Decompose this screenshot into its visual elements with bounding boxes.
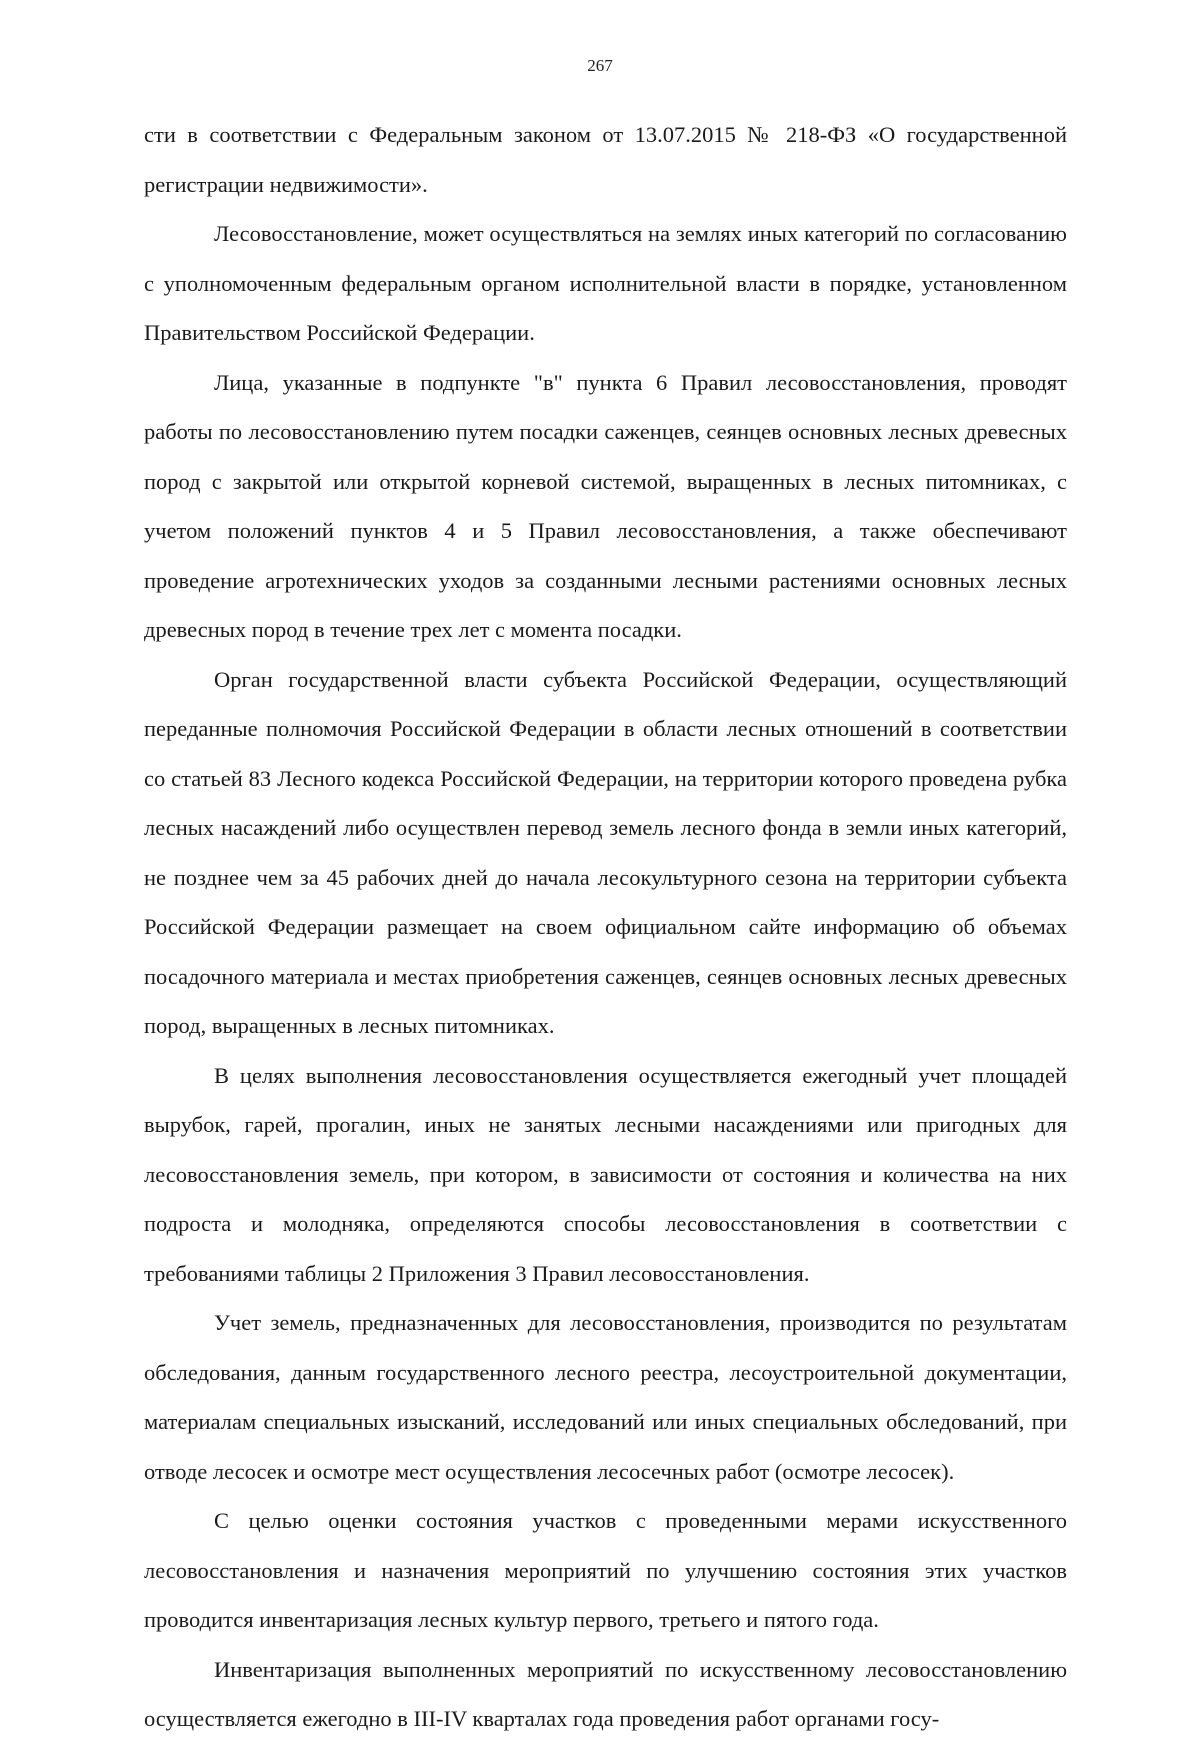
paragraph: Учет земель, предназначенных для лесовосстановления, производится по результатам обследования, данным государственного лесного реестра, лесоустроительной документации, материалам специальных изысканий, исследований или иных специальных обследований, при отводе лесосек и осмотре мест осуществления лесосечных работ (осмотре лесосек). bbox=[144, 1310, 1067, 1484]
paragraph: Лица, указанные в подпункте "в" пункта 6 Правил лесовосстановления, проводят работы по лесовосстановлению путем посадки саженцев, сеянцев основных лесных древесных пород с закрытой или открытой корневой системой, выращенных в лесных питомниках, с учетом положений пунктов 4 и 5 Правил лесовосстановления, а также обеспечивают проведение агротехнических уходов за созданными лесными растениями основных лесных древесных пород в течение трех лет с момента посадки. bbox=[144, 369, 1067, 642]
paragraph: Орган государственной власти субъекта Российской Федерации, осуществляющий переданные полномочия Российской Федерации в области лесных отношений в соответствии со статьей 83 Лесного кодекса Российской Федерации, на территории которого проведена рубка лесных насаждений либо осуществлен перевод земель лесного фонда в земли иных категорий, не позднее чем за 45 рабочих дней до начала лесокультурного сезона на территории субъекта Российской Федерации размещает на своем официальном сайте информацию об объемах посадочного материала и местах приобретения саженцев, сеянцев основных лесных древесных пород, выращенных в лесных питомниках. bbox=[144, 666, 1067, 1038]
paragraph: В целях выполнения лесовосстановления осуществляется ежегодный учет площадей вырубок, гарей, прогалин, иных не занятых лесными насаждениями или пригодных для лесовосстановления земель, при котором, в зависимости от состояния и количества на них подроста и молодняка, определяются способы лесовосстановления в соответствии с требованиями таблицы 2 Приложения 3 Правил лесовосстановления. bbox=[144, 1062, 1067, 1286]
paragraph: С целью оценки состояния участков с проведенными мерами искусственного лесовосстановления и назначения мероприятий по улучшению состояния этих участков проводится инвентаризация лесных культур первого, третьего и пятого года. bbox=[144, 1508, 1067, 1632]
page-number: 267 bbox=[587, 56, 613, 75]
paragraph-continuation: сти в соответствии с Федеральным законом от 13.07.2015 № 218-ФЗ «О государственной регистрации недвижимости». bbox=[144, 122, 1067, 197]
document-body bbox=[144, 110, 1067, 1744]
paragraph: Инвентаризация выполненных мероприятий по искусственному лесовосстановлению осуществляется ежегодно в III-IV кварталах года проведения работ органами госу- bbox=[144, 1656, 1067, 1731]
paragraph: Лесовосстановление, может осуществляться на землях иных категорий по согласованию с уполномоченным федеральным органом исполнительной власти в порядке, установленном Правительством Российской Федерации. bbox=[144, 221, 1067, 345]
